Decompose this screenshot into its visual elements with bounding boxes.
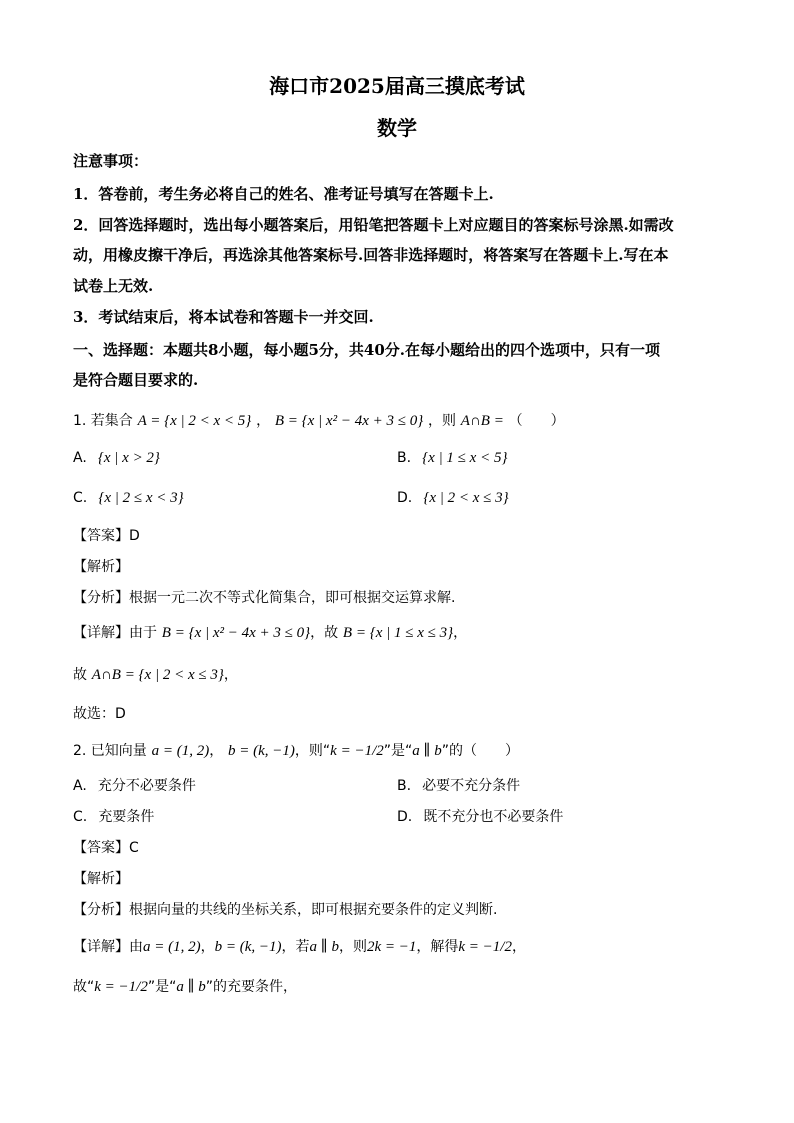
q2-jiexi: 【解析】	[73, 871, 129, 887]
detail-text: ，	[223, 667, 238, 683]
section-heading-cont: 是符合题目要求的.	[73, 371, 199, 389]
analysis-tag: 【分析】	[73, 902, 129, 918]
q1-option-a	[73, 447, 160, 467]
notice-item-1: 1．答卷前，考生务必将自己的姓名、准考证号填写在答题卡上.	[73, 185, 494, 203]
detail-math: a ∥ b	[176, 979, 206, 995]
q2-parallel: a ∥ b	[412, 743, 442, 759]
exam-title: 海口市2025届高三摸底考试	[269, 74, 525, 98]
option-label: A.	[73, 450, 87, 466]
q2-option-c	[73, 806, 154, 826]
detail-tag: 【详解】	[73, 939, 129, 955]
q2-suffix: ”的（ ）	[441, 743, 519, 759]
q1-stem	[73, 410, 565, 430]
option-text: 必要不充分条件	[422, 778, 521, 794]
q1-paren: （ ）	[508, 413, 565, 429]
option-text: 充要条件	[98, 809, 155, 825]
q1-stem-suffix: ，则	[428, 413, 456, 429]
option-label: B.	[397, 778, 412, 794]
option-label: C.	[73, 809, 88, 825]
detail-math: k = −1/2	[458, 939, 512, 955]
detail-math: B = {x | x² − 4x + 3 ≤ 0}	[161, 625, 311, 641]
q1-target: A∩B =	[460, 413, 504, 429]
option-text: {x | 2 ≤ x < 3}	[98, 490, 184, 506]
option-text: 充分不必要条件	[97, 778, 196, 794]
answer-value: C	[129, 840, 139, 856]
detail-text: 由	[129, 939, 143, 955]
detail-text: ”是“	[147, 979, 177, 995]
detail-math: k = −1/2	[94, 979, 148, 995]
notice-heading: 注意事项：	[73, 152, 149, 170]
option-text: 既不充分也不必要条件	[423, 809, 564, 825]
notice-item-2-cont2: 试卷上无效.	[73, 277, 154, 295]
detail-math: a = (1, 2)	[143, 939, 201, 955]
q1-option-d	[397, 487, 509, 507]
q1-set-a: A = {x | 2 < x < 5}	[137, 413, 252, 429]
detail-math: A∩B = {x | 2 < x ≤ 3}	[91, 667, 224, 683]
option-text: {x | x > 2}	[97, 450, 160, 466]
notice-item-2-cont: 动，用橡皮擦干净后，再选涂其他答案标号.回答非选择题时，将答案写在答题卡上.写在本	[73, 246, 669, 264]
detail-text: ，	[200, 939, 215, 955]
q1-set-b: B = {x | x² − 4x + 3 ≤ 0}	[274, 413, 424, 429]
detail-text: ，则	[338, 939, 367, 955]
option-label: D.	[397, 490, 413, 506]
detail-text: ，	[453, 625, 468, 641]
q1-option-b	[397, 447, 507, 467]
q1-jiexi: 【解析】	[73, 559, 129, 575]
q2-mid2: ”是“	[383, 743, 413, 759]
detail-text: 故“	[73, 979, 95, 995]
option-label: C.	[73, 490, 88, 506]
detail-math: a ∥ b	[309, 939, 339, 955]
q2-answer	[73, 837, 139, 857]
notice-item-3: 3．考试结束后，将本试卷和答题卡一并交回.	[73, 308, 374, 326]
answer-tag: 【答案】	[73, 840, 129, 856]
subject-title: 数学	[377, 116, 417, 140]
option-label: A.	[73, 778, 87, 794]
detail-tag: 【详解】	[73, 625, 129, 641]
detail-text: ”的充要条件，	[205, 979, 298, 995]
analysis-tag: 【分析】	[73, 590, 129, 606]
q1-stem-prefix: 1. 若集合	[73, 413, 133, 429]
q2-option-a	[73, 775, 196, 795]
q1-conclusion: 故选：D	[73, 706, 126, 722]
q2-vec-b: b = (k, −1)	[228, 743, 295, 759]
analysis-text: 根据一元二次不等式化简集合，即可根据交运算求解.	[129, 590, 456, 606]
q1-sep: ，	[256, 413, 271, 429]
detail-text: ，	[511, 939, 526, 955]
section-heading: 一、选择题：本题共8小题，每小题5分，共40分.在每小题给出的四个选项中，只有一项	[73, 341, 660, 359]
q1-option-c	[73, 487, 184, 507]
option-label: D.	[397, 809, 413, 825]
detail-text: ，若	[281, 939, 310, 955]
q2-option-d	[397, 806, 563, 826]
detail-math: B = {x | 1 ≤ x ≤ 3}	[342, 625, 454, 641]
answer-tag: 【答案】	[73, 528, 129, 544]
option-label: B.	[397, 450, 412, 466]
q1-detail-1	[73, 622, 467, 642]
detail-text: 由于	[129, 625, 157, 641]
notice-item-2: 2．回答选择题时，选出每小题答案后，用铅笔把答题卡上对应题目的答案标号涂黑.如需改	[73, 216, 674, 234]
option-text: {x | 2 < x ≤ 3}	[423, 490, 509, 506]
q1-answer	[73, 525, 140, 545]
detail-text: ，解得	[416, 939, 459, 955]
q2-stem	[73, 740, 519, 760]
q2-option-b	[397, 775, 520, 795]
detail-math: 2k = −1	[366, 939, 417, 955]
q1-analysis	[73, 587, 455, 607]
q2-detail-2	[73, 976, 297, 996]
q2-sep: ，	[209, 743, 224, 759]
analysis-text: 根据向量的共线的坐标关系，即可根据充要条件的定义判断.	[129, 902, 498, 918]
q2-cond: k = −1/2	[330, 743, 384, 759]
q2-detail-1	[73, 936, 526, 956]
q2-analysis	[73, 899, 497, 919]
q2-stem-prefix: 2. 已知向量	[73, 743, 147, 759]
detail-text: 故	[73, 667, 87, 683]
q2-vec-a: a = (1, 2)	[151, 743, 210, 759]
q2-mid: ，则“	[294, 743, 331, 759]
detail-text: ，故	[310, 625, 339, 641]
option-text: {x | 1 ≤ x < 5}	[422, 450, 508, 466]
detail-math: b = (k, −1)	[214, 939, 282, 955]
answer-value: D	[129, 528, 140, 544]
q1-detail-2	[73, 664, 238, 684]
